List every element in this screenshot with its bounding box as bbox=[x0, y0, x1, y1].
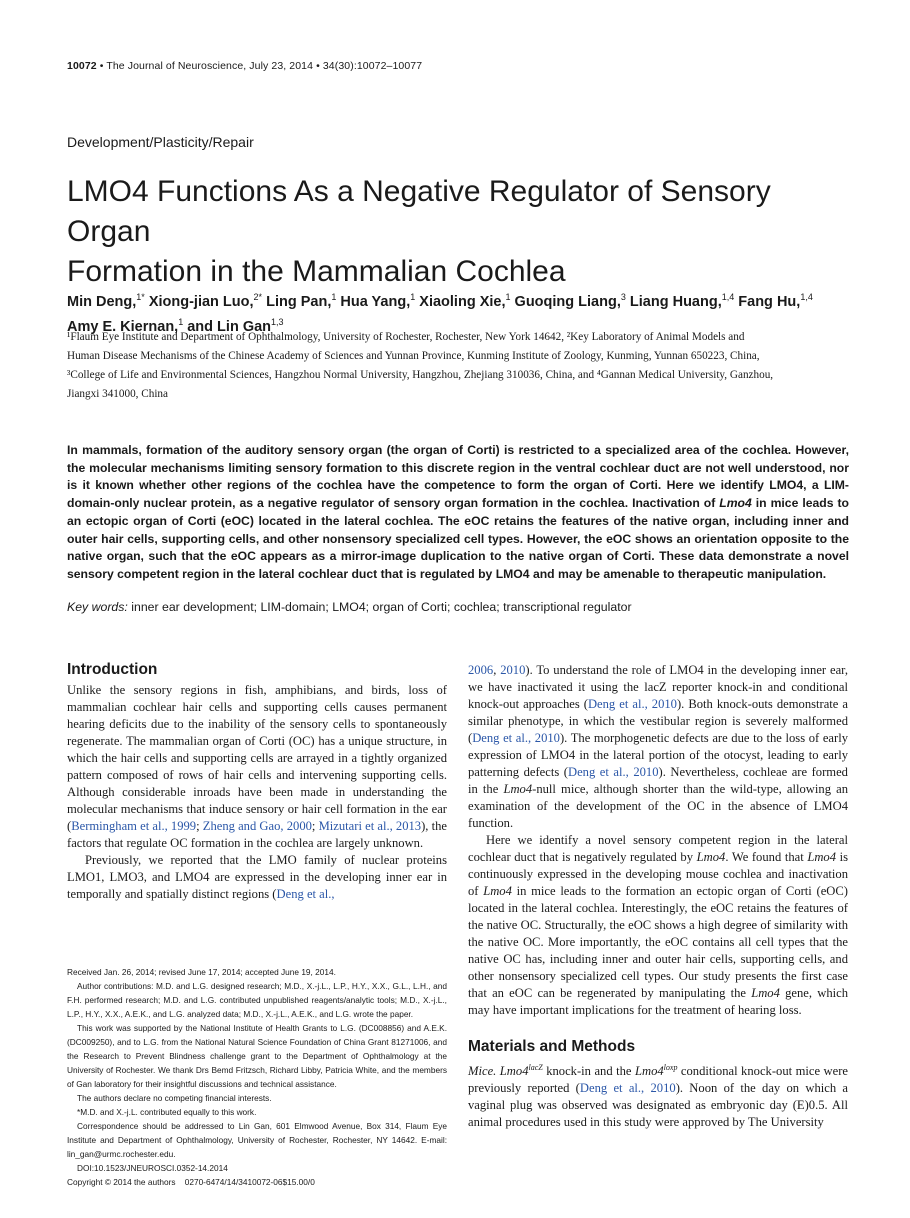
affiliation-line: ¹Flaum Eye Institute and Department of Ophthalmology, University of Rochester, Rochester, New York 14642, ²Key Laboratory of Animal Models and bbox=[67, 331, 745, 343]
text: ). The morphogenetic defects are due to the loss of early expression of LMO4 in the lateral portion of the otocyst, leading to early patterning defects ( bbox=[468, 731, 848, 779]
citation-link[interactable]: Deng et al., 2010 bbox=[472, 731, 560, 745]
intro-paragraph-continued bbox=[468, 662, 848, 832]
gene-name: Lmo4 bbox=[807, 850, 837, 864]
author-affil: 2* bbox=[253, 292, 263, 302]
footnote-equal: *M.D. and X.-j.L. contributed equally to this work. bbox=[77, 1107, 257, 1117]
text: . We found that bbox=[725, 850, 808, 864]
citation-link[interactable]: Mizutari et al., 2013 bbox=[318, 819, 422, 833]
abstract-text: In mammals, formation of the auditory sensory organ (the organ of Corti) is restricted to a specialized area of the cochlea. However, the molecular mechanisms limiting sensory formation to this discrete region in the ventral cochlear duct are not well understood, nor is it known whether other regions of the cochlea have the competence to form the organ of Corti. Here we identify LMO4, a LIM-domain-only nuclear protein, as a negative regulator of sensory organ formation in the cochlea. Inactivation of bbox=[67, 443, 849, 511]
citation-link[interactable]: Deng et al., 2010 bbox=[567, 765, 659, 779]
text: in mice leads to the formation an ectopic organ of Corti (eOC) located in the lateral cochlea. Interestingly, the eOC retains the features of the native OC. Structurally, the eOC shows a high degree of similarity with the native OC. More importantly, the eOC contains all cell types that the native OC has, including inner and outer hair cells, supporting cells, and other nonsensory specialized cell types. Our study presents the first case that an eOC can be regenerated by manipulating the bbox=[468, 884, 848, 1000]
affiliation-line: ³College of Life and Environmental Sciences, Hangzhou Normal University, Hangzhou, Zhejiang 310036, China, and ⁴Gannan Medical University, Ganzhou, bbox=[67, 369, 774, 381]
text: conditional knock-out mice were previously reported ( bbox=[468, 1064, 849, 1096]
author-affil: 1,4 bbox=[721, 292, 735, 302]
author-affil: 1 bbox=[331, 292, 337, 302]
affiliation-line: Jiangxi 341000, China bbox=[67, 388, 168, 400]
author: Hua Yang, bbox=[336, 293, 411, 310]
author: Xiaoling Xie, bbox=[415, 293, 506, 310]
citation-link[interactable]: 2010 bbox=[500, 663, 526, 677]
intro-paragraph-1 bbox=[67, 682, 447, 852]
citation-link[interactable]: 2006 bbox=[468, 663, 494, 677]
footnote-doi: DOI:10.1523/JNEUROSCI.0352-14.2014 bbox=[77, 1163, 228, 1173]
author: Fang Hu, bbox=[734, 293, 801, 310]
citation-link[interactable]: Deng et al., bbox=[276, 887, 335, 901]
gene-name: Lmo4 bbox=[634, 1064, 664, 1079]
abstract bbox=[67, 442, 849, 584]
citation-link[interactable]: Bermingham et al., 1999 bbox=[71, 819, 197, 833]
keywords-label: Key words: bbox=[67, 600, 128, 614]
introduction-heading: Introduction bbox=[67, 661, 158, 678]
gene-name: Lmo4 bbox=[751, 986, 780, 1000]
footnotes bbox=[67, 965, 447, 1189]
title-line-1: LMO4 Functions As a Negative Regulator of Sensory Organ bbox=[67, 175, 771, 248]
affiliation-line: Human Disease Mechanisms of the Chinese Academy of Sciences and Yunnan Province, Kunming Institute of Zoology, Kunming, Yunnan 650223, China, bbox=[67, 350, 760, 362]
title-line-2: Formation in the Mammalian Cochlea bbox=[67, 255, 566, 288]
page-number: 10072 bbox=[67, 60, 97, 72]
author-affil: 1 bbox=[410, 292, 416, 302]
gene-name: Lmo4 bbox=[483, 884, 512, 898]
footnote-copyright: Copyright © 2014 the authors 0270-6474/14/3410072-06$15.00/0 bbox=[67, 1177, 315, 1187]
gene-name: Lmo4 bbox=[503, 782, 533, 796]
journal-citation: • The Journal of Neuroscience, July 23, 2014 • 34(30):10072–10077 bbox=[96, 60, 423, 72]
text: ). Noon of the day on which a vaginal plug was observed was designated as embryonic day (E)0.5. All animal procedures used in this study were approved by The University bbox=[468, 1081, 849, 1130]
article-title bbox=[67, 172, 857, 292]
text: knock-in and the bbox=[542, 1064, 635, 1079]
left-column bbox=[67, 660, 447, 903]
footnote-correspondence: Correspondence should be addressed to Lin Gan, 601 Elmwood Avenue, Box 314, Flaum Eye Institute and Department of Ophthalmology, University of Rochester, Rochester, NY 14642. E-mail: lin_gan@urmc.rochester.edu. bbox=[67, 1121, 447, 1159]
citation-link[interactable]: Deng et al., 2010 bbox=[587, 697, 677, 711]
text: ). Both knock-outs demonstrate a similar phenotype, in which the vestibular region is severely malformed ( bbox=[468, 697, 848, 745]
author-affil: 1 bbox=[505, 292, 511, 302]
methods-heading: Materials and Methods bbox=[468, 1038, 636, 1055]
running-header bbox=[67, 60, 422, 72]
affiliations bbox=[67, 328, 857, 404]
run-in-label: Mice. bbox=[468, 1064, 497, 1079]
text: ; bbox=[311, 819, 319, 833]
author: and Lin Gan bbox=[183, 318, 272, 335]
author-affil: 1* bbox=[136, 292, 145, 302]
citation-link[interactable]: Deng et al., 2010 bbox=[579, 1081, 676, 1096]
allele-sup: loxp bbox=[663, 1063, 678, 1072]
author: Amy E. Kiernan, bbox=[67, 318, 179, 335]
author: Guoqing Liang, bbox=[510, 293, 621, 310]
text: is continuously expressed in the developing mouse cochlea and inactivation of bbox=[468, 850, 848, 898]
intro-paragraph-3 bbox=[468, 832, 848, 1019]
keywords-text: inner ear development; LIM-domain; LMO4; organ of Corti; cochlea; transcriptional regulator bbox=[127, 600, 632, 614]
right-column bbox=[468, 662, 848, 1131]
footnote-received: Received Jan. 26, 2014; revised June 17, 2014; accepted June 19, 2014. bbox=[67, 967, 336, 977]
text: , bbox=[493, 663, 501, 677]
abstract-gene: Lmo4 bbox=[719, 496, 752, 511]
author: Liang Huang, bbox=[625, 293, 722, 310]
citation-link[interactable]: Zheng and Gao, 2000 bbox=[202, 819, 312, 833]
text: Here we identify a novel sensory competent region in the lateral cochlear duct that is negatively regulated by bbox=[468, 833, 848, 864]
gene-name: Lmo4 bbox=[496, 1064, 529, 1079]
author: Min Deng, bbox=[67, 293, 137, 310]
keywords bbox=[67, 600, 857, 614]
abstract-text: in mice leads to an ectopic organ of Corti (eOC) located in the lateral cochlea. The eOC retains the features of the native organ, including inner and outer hair cells, supporting cells, and other nonsensory specialized cell types. However, the eOC shows an orientation opposite to the native organ, such that the eOC appears as a mirror-image duplication to the native organ of Corti. These data demonstrate a novel sensory competent region in the lateral cochlear duct that is regulated by LMO4 and may be amenable to therapeutic manipulation. bbox=[67, 496, 850, 581]
author-affil: 1,3 bbox=[271, 316, 284, 327]
author-affil: 1,4 bbox=[800, 292, 813, 302]
text: Previously, we reported that the LMO family of nuclear proteins LMO1, LMO3, and LMO4 are expressed in the developing inner ear in temporally and spatially distinct regions ( bbox=[67, 853, 447, 901]
gene-name: Lmo4 bbox=[696, 850, 726, 864]
author-line-1 bbox=[67, 287, 867, 312]
text: gene, which may have important implications for the treatment of hearing loss. bbox=[468, 986, 849, 1017]
author: Ling Pan, bbox=[262, 293, 332, 310]
text: ). To understand the role of LMO4 in the developing inner ear, we have inactivated it using the lacZ reporter knock-in and conditional knock-out approaches ( bbox=[468, 663, 848, 711]
text: ), the factors that regulate OC formation in the cochlea are largely unknown. bbox=[67, 819, 447, 850]
footnote-funding: This work was supported by the National Institute of Health Grants to L.G. (DC008856) and A.E.K. (DC009250), and to L.G. from the National Natural Science Foundation of China Grant 81271006, and the Research to Prevent Blindness challenge grant to the Department of Ophthalmology at the University of Rochester. We thank Drs Bemd Fritzsch, Richard Libby, Patricia White, and the members of Gan laboratory for their insightful discussions and technical assistance. bbox=[67, 1023, 447, 1089]
allele-sup: lacZ bbox=[528, 1063, 543, 1072]
author-affil: 3 bbox=[620, 292, 626, 302]
text: Unlike the sensory regions in fish, amphibians, and birds, loss of mammalian cochlear hair cells and supporting cells causes permanent hearing deficits due to the inability of the sensory cells to spontaneously regenerate. The mammalian organ of Corti (OC) has a unique structure, in which the hair cells and supporting cells are arrayed in a tightly organized pattern composed of rows of hair cells and intervening supporting cells. Although considerable inroads have been made in understanding the molecular mechanisms that induce sensory or hair cell formation in the ear ( bbox=[67, 683, 447, 833]
author-affil: 1 bbox=[178, 316, 184, 327]
text: -null mice, although shorter than the wild-type, allowing an examination of the development of the OC in the absence of LMO4 function. bbox=[468, 782, 848, 830]
text: ). Nevertheless, cochleae are formed in the bbox=[468, 765, 848, 796]
footnote-competing: The authors declare no competing financial interests. bbox=[77, 1093, 272, 1103]
author: Xiong-jian Luo, bbox=[144, 293, 254, 310]
footnote-contributions: Author contributions: M.D. and L.G. designed research; M.D., X.-j.L., L.P., H.Y., X.X., G.L., L.H., and F.H. performed research; M.D. and L.G. contributed unpublished reagents/analytic tools; M.D., X.-j.L., L.P., H.Y., X.X., A.E.K., and L.G. analyzed data; M.D., X.-j.L., A.E.K., and L.G. wrote the paper. bbox=[67, 981, 447, 1019]
section-category: Development/Plasticity/Repair bbox=[67, 134, 254, 150]
methods-paragraph bbox=[468, 1059, 848, 1131]
text: ; bbox=[196, 819, 203, 833]
intro-paragraph-2 bbox=[67, 852, 447, 903]
